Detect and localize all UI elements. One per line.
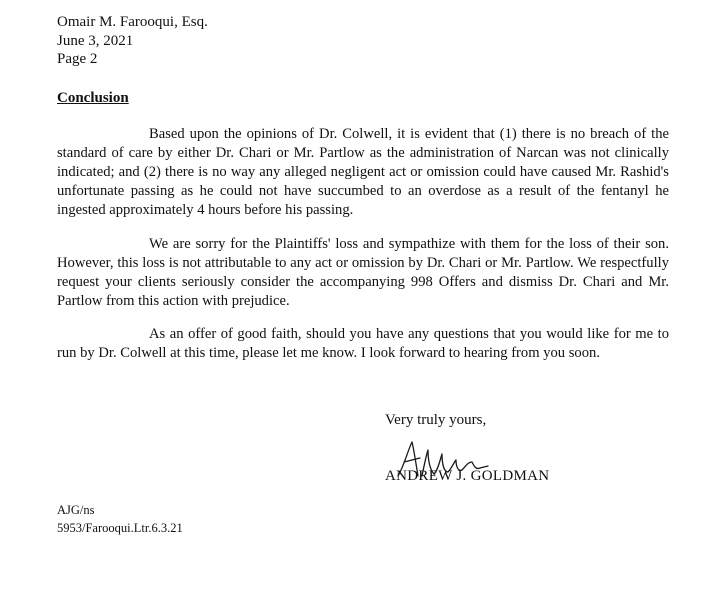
letter-footer: [57, 501, 183, 537]
paragraph-1: Based upon the opinions of Dr. Colwell, it is evident that (1) there is no breach of the standard of care by either Dr. Chari or Mr. Partlow as the administration of Narcan was not clinically indicated; and (2) there is no way any alleged negligent act or omission could have caused Mr. Rashid's unfortunate passing as he could not have succumbed to an overdose as a result of the fentanyl he ingested approximately 4 hours before his passing.: [57, 126, 669, 218]
typist-initials: AJG/ns: [57, 503, 95, 517]
page-number: Page 2: [57, 51, 98, 67]
paragraph-2: We are sorry for the Plaintiffs' loss and sympathize with them for the loss of their son. However, this loss is not attributable to any act or omission by Dr. Chari or Mr. Partlow. We respectfully request your clients seriously consider the accompanying 998 Offers and dismiss Dr. Chari and Mr. Partlow from this action with prejudice.: [57, 236, 669, 309]
letter-header: [57, 13, 208, 69]
paragraph-3: As an offer of good faith, should you have any questions that you would like for me to run by Dr. Colwell at this time, please let me know. I look forward to hearing from you soon.: [57, 326, 669, 361]
closing-salutation: Very truly yours,: [385, 412, 487, 428]
letter-date: June 3, 2021: [57, 32, 134, 49]
file-reference: 5953/Farooqui.Ltr.6.3.21: [57, 521, 183, 535]
signer-name: ANDREW J. GOLDMAN: [385, 468, 550, 484]
section-title: Conclusion: [57, 90, 129, 106]
recipient-name: Omair M. Farooqui, Esq.: [57, 14, 208, 30]
